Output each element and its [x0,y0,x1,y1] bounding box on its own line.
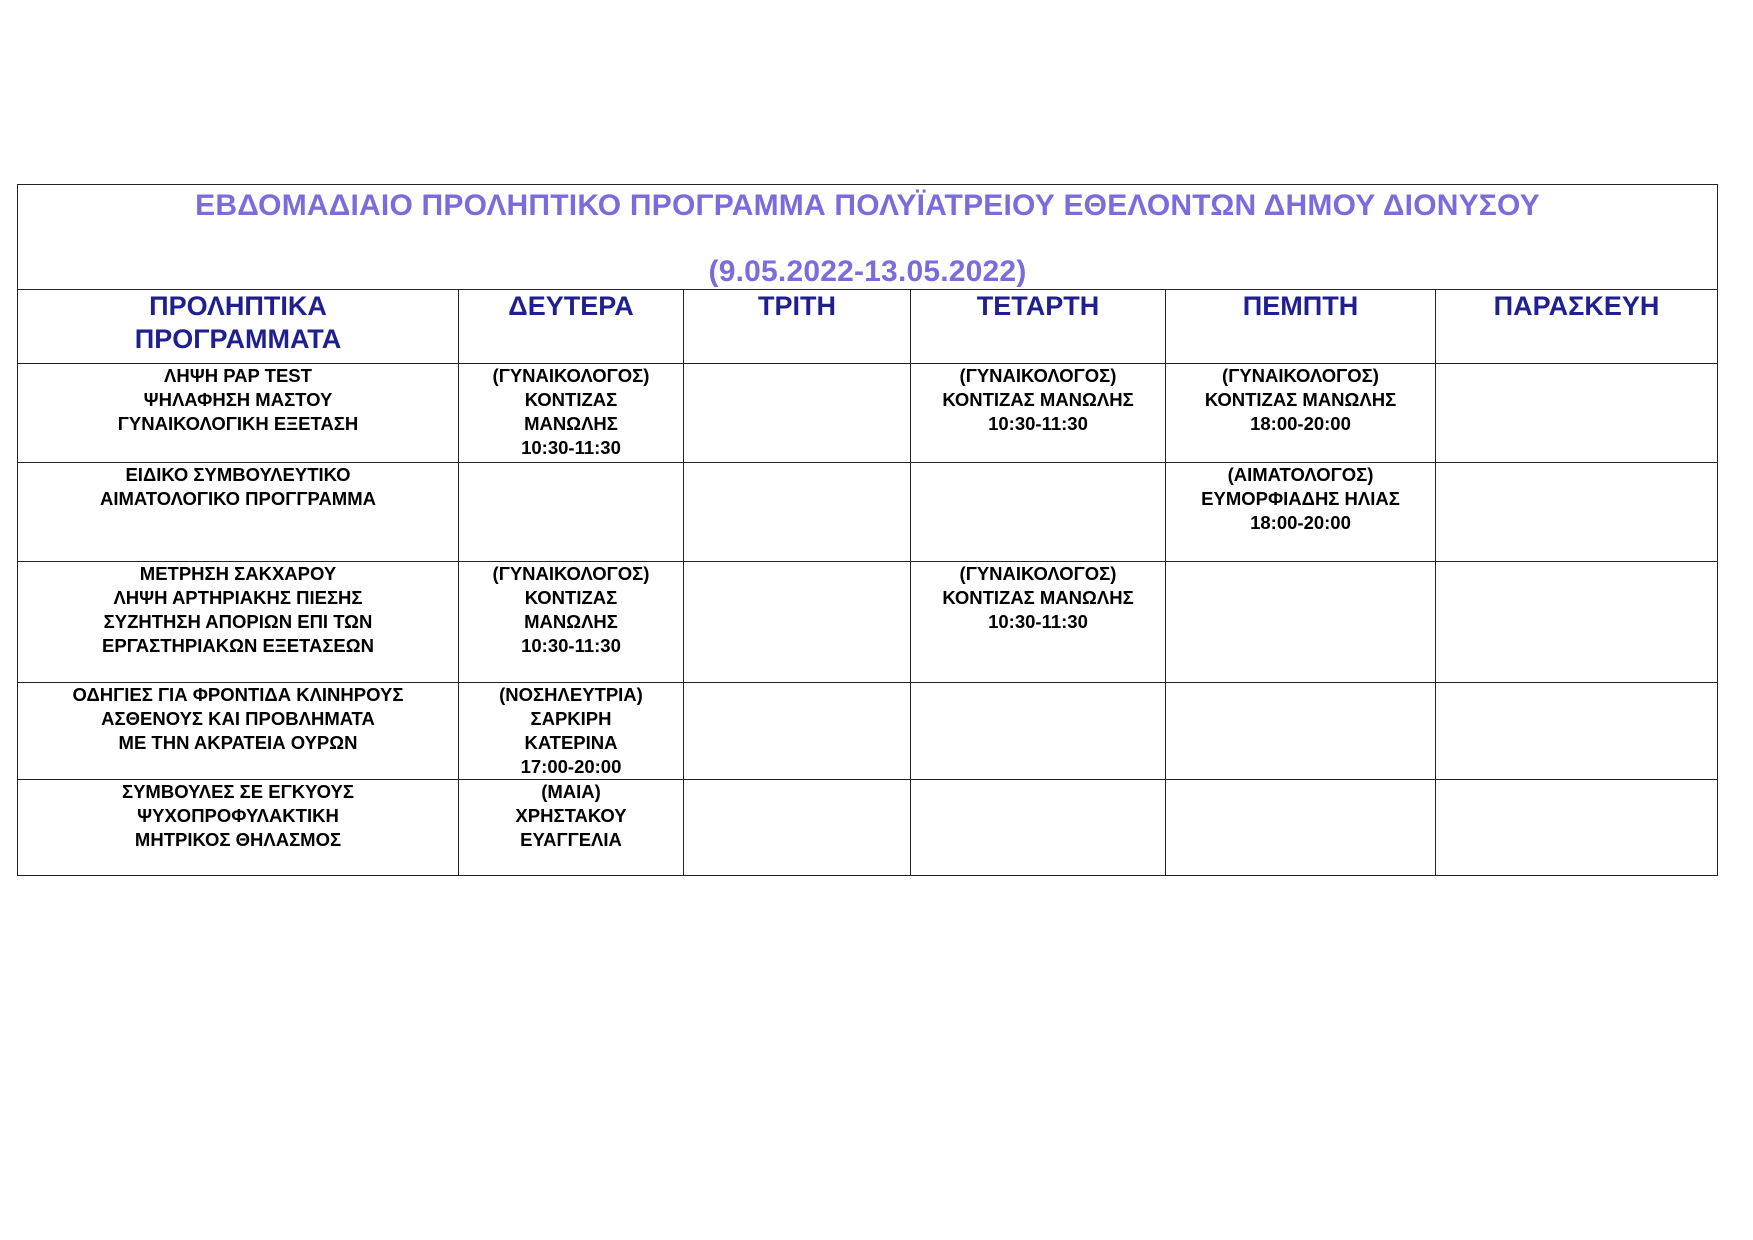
program-cell: ΜΕΤΡΗΣΗ ΣΑΚΧΑΡΟΥ ΛΗΨΗ ΑΡΤΗΡΙΑΚΗΣ ΠΙΕΣΗΣ ΣΥΖΗΤΗΣΗ ΑΠΟΡΙΩΝ ΕΠΙ ΤΩΝ ΕΡΓΑΣΤΗΡΙΑΚΩΝ ΕΞΕΤΑΣΕΩΝ [18,562,459,683]
header-programs: ΠΡΟΛΗΠΤΙΚΑ ΠΡΟΓΡΑΜΜΑΤΑ [18,290,459,364]
thursday-cell: (ΑΙΜΑΤΟΛΟΓΟΣ) ΕΥΜΟΡΦΙΑΔΗΣ ΗΛΙΑΣ 18:00-20:00 [1166,463,1436,562]
header-friday: ΠΑΡΑΣΚΕΥΗ [1436,290,1718,364]
monday-cell: (ΓΥΝΑΙΚΟΛΟΓΟΣ) ΚΟΝΤΙΖΑΣ ΜΑΝΩΛΗΣ 10:30-11:30 [459,562,684,683]
thursday-cell: (ΓΥΝΑΙΚΟΛΟΓΟΣ) ΚΟΝΤΙΖΑΣ ΜΑΝΩΛΗΣ 18:00-20:00 [1166,364,1436,463]
thursday-cell [1166,683,1436,780]
header-thursday: ΠΕΜΠΤΗ [1166,290,1436,364]
program-cell: ΛΗΨΗ PAP TEST ΨΗΛΑΦΗΣΗ ΜΑΣΤΟΥ ΓΥΝΑΙΚΟΛΟΓΙΚΗ ΕΞΕΤΑΣΗ [18,364,459,463]
monday-cell: (ΓΥΝΑΙΚΟΛΟΓΟΣ) ΚΟΝΤΙΖΑΣ ΜΑΝΩΛΗΣ 10:30-11:30 [459,364,684,463]
schedule-table [17,184,1718,876]
table-row [18,463,1718,562]
tuesday-cell [684,364,911,463]
wednesday-cell [911,683,1166,780]
header-row [18,290,1718,364]
monday-cell: (ΝΟΣΗΛΕΥΤΡΙΑ) ΣΑΡΚΙΡΗ ΚΑΤΕΡΙΝΑ 17:00-20:00 [459,683,684,780]
tuesday-cell [684,562,911,683]
page-title: ΕΒΔΟΜΑΔΙΑΙΟ ΠΡΟΛΗΠΤΙΚΟ ΠΡΟΓΡΑΜΜΑ ΠΟΛΥΪΑΤΡΕΙΟΥ ΕΘΕΛΟΝΤΩΝ ΔΗΜΟΥ ΔΙΟΝΥΣΟΥ [195,189,1540,222]
wednesday-cell [911,463,1166,562]
table-row [18,562,1718,683]
monday-cell: (ΜΑΙΑ) ΧΡΗΣΤΑΚΟΥ ΕΥΑΓΓΕΛΙΑ [459,780,684,876]
program-cell: ΟΔΗΓΙΕΣ ΓΙΑ ΦΡΟΝΤΙΔΑ ΚΛΙΝΗΡΟΥΣ ΑΣΘΕΝΟΥΣ ΚΑΙ ΠΡΟΒΛΗΜΑΤΑ ΜΕ ΤΗΝ ΑΚΡΑΤΕΙΑ ΟΥΡΩΝ [18,683,459,780]
table-row [18,364,1718,463]
title-cell [18,185,1718,290]
wednesday-cell: (ΓΥΝΑΙΚΟΛΟΓΟΣ) ΚΟΝΤΙΖΑΣ ΜΑΝΩΛΗΣ 10:30-11:30 [911,364,1166,463]
table-row [18,683,1718,780]
friday-cell [1436,364,1718,463]
program-cell: ΕΙΔΙΚΟ ΣΥΜΒΟΥΛΕΥΤΙΚΟ ΑΙΜΑΤΟΛΟΓΙΚΟ ΠΡΟΓΓΡΑΜΜΑ [18,463,459,562]
monday-cell [459,463,684,562]
friday-cell [1436,683,1718,780]
friday-cell [1436,463,1718,562]
friday-cell [1436,562,1718,683]
schedule-sheet [17,184,1717,876]
header-tuesday: ΤΡΙΤΗ [684,290,911,364]
header-wednesday: ΤΕΤΑΡΤΗ [911,290,1166,364]
wednesday-cell [911,780,1166,876]
tuesday-cell [684,683,911,780]
wednesday-cell: (ΓΥΝΑΙΚΟΛΟΓΟΣ) ΚΟΝΤΙΖΑΣ ΜΑΝΩΛΗΣ 10:30-11:30 [911,562,1166,683]
thursday-cell [1166,780,1436,876]
tuesday-cell [684,780,911,876]
header-monday: ΔΕΥΤΕΡΑ [459,290,684,364]
tuesday-cell [684,463,911,562]
friday-cell [1436,780,1718,876]
program-cell: ΣΥΜΒΟΥΛΕΣ ΣΕ ΕΓΚΥΟΥΣ ΨΥΧΟΠΡΟΦΥΛΑΚΤΙΚΗ ΜΗΤΡΙΚΟΣ ΘΗΛΑΣΜΟΣ [18,780,459,876]
thursday-cell [1166,562,1436,683]
table-row [18,780,1718,876]
date-range: (9.05.2022-13.05.2022) [708,255,1027,288]
